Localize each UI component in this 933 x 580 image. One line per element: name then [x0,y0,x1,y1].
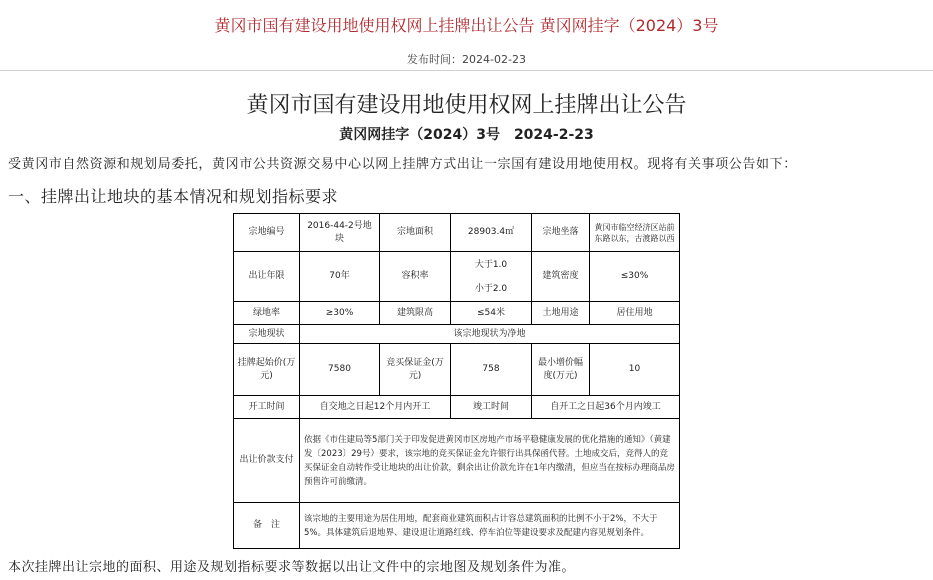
area-value: 28903.4㎡ [451,214,532,252]
start-price-label: 挂牌起始价(万元) [234,344,300,396]
deposit-label: 竞买保证金(万元) [380,344,451,396]
header-divider [0,70,933,71]
start-price-value: 7580 [300,344,380,396]
payment-label: 出让价款支付 [234,419,300,503]
use-value: 居住用地 [590,302,680,325]
footer-note: 本次挂牌出让宗地的面积、用途及规划指标要求等数据以出让文件中的宗地图及规划条件为准。 [8,560,576,575]
use-label: 土地用途 [532,302,590,325]
term-value: 70年 [300,252,380,302]
location-value: 黄冈市临空经济区站前东路以东，古渡路以西 [590,214,680,252]
section-heading: 一、挂牌出让地块的基本情况和规划指标要求 [8,187,339,206]
far-min: 大于1.0 [474,259,508,270]
far-value [451,252,532,302]
increment-value: 10 [590,344,680,396]
green-value: ≥30% [300,302,380,325]
remark-value: 该宗地的主要用途为居住用地，配套商业建筑面积占计容总建筑面积的比例不小于2%，不大于5%。具体建筑后退地界、建设退让道路红线、停车泊位等建设要求及配建内容见规划条件。 [300,503,680,549]
green-label: 绿地率 [234,302,300,325]
parcel-no-value: 2016-44-2号地块 [300,214,380,252]
intro-paragraph: 受黄冈市自然资源和规划局委托，黄冈市公共资源交易中心以网上挂牌方式出让一宗国有建设用地使用权。现将有关事项公告如下： [8,157,797,172]
status-label: 宗地现状 [234,325,300,344]
increment-label: 最小增价幅度(万元) [532,344,590,396]
density-value: ≤30% [590,252,680,302]
height-value: ≤54米 [451,302,532,325]
location-label: 宗地坐落 [532,214,590,252]
start-time-label: 开工时间 [234,396,300,419]
page-title: 黄冈市国有建设用地使用权网上挂牌出让公告 黄冈网挂字（2024）3号 [214,16,719,35]
term-label: 出让年限 [234,252,300,302]
start-time-value: 自交地之日起12个月内开工 [300,396,451,419]
parcel-no-label: 宗地编号 [234,214,300,252]
height-label: 建筑限高 [380,302,451,325]
status-value: 该宗地现状为净地 [300,325,680,344]
density-label: 建筑密度 [532,252,590,302]
completion-value: 自开工之日起36个月内竣工 [532,396,680,419]
area-label: 宗地面积 [380,214,451,252]
parcel-info-table [233,213,680,549]
document-title: 黄冈市国有建设用地使用权网上挂牌出让公告 [246,93,687,118]
completion-label: 竣工时间 [451,396,532,419]
payment-value: 依据《市住建局等5部门关于印发促进黄冈市区房地产市场平稳健康发展的优化措施的通知》（黄建发〔2023〕29号）要求，该宗地的竞买保证金允许银行出具保函代替。土地成交后，竞得人的竞买保证金自动转作受让地块的出让价款，剩余出让价款允许在1年内缴清，但应当在按标办理商品房预售许可前缴清。 [300,419,680,503]
remark-label: 备 注 [234,503,300,549]
far-max: 小于2.0 [474,283,508,294]
publish-date: 发布时间：2024-02-23 [407,53,526,66]
far-label: 容积率 [380,252,451,302]
document-subtitle: 黄冈网挂字（2024）3号 2024-2-23 [339,127,594,143]
deposit-value: 758 [451,344,532,396]
